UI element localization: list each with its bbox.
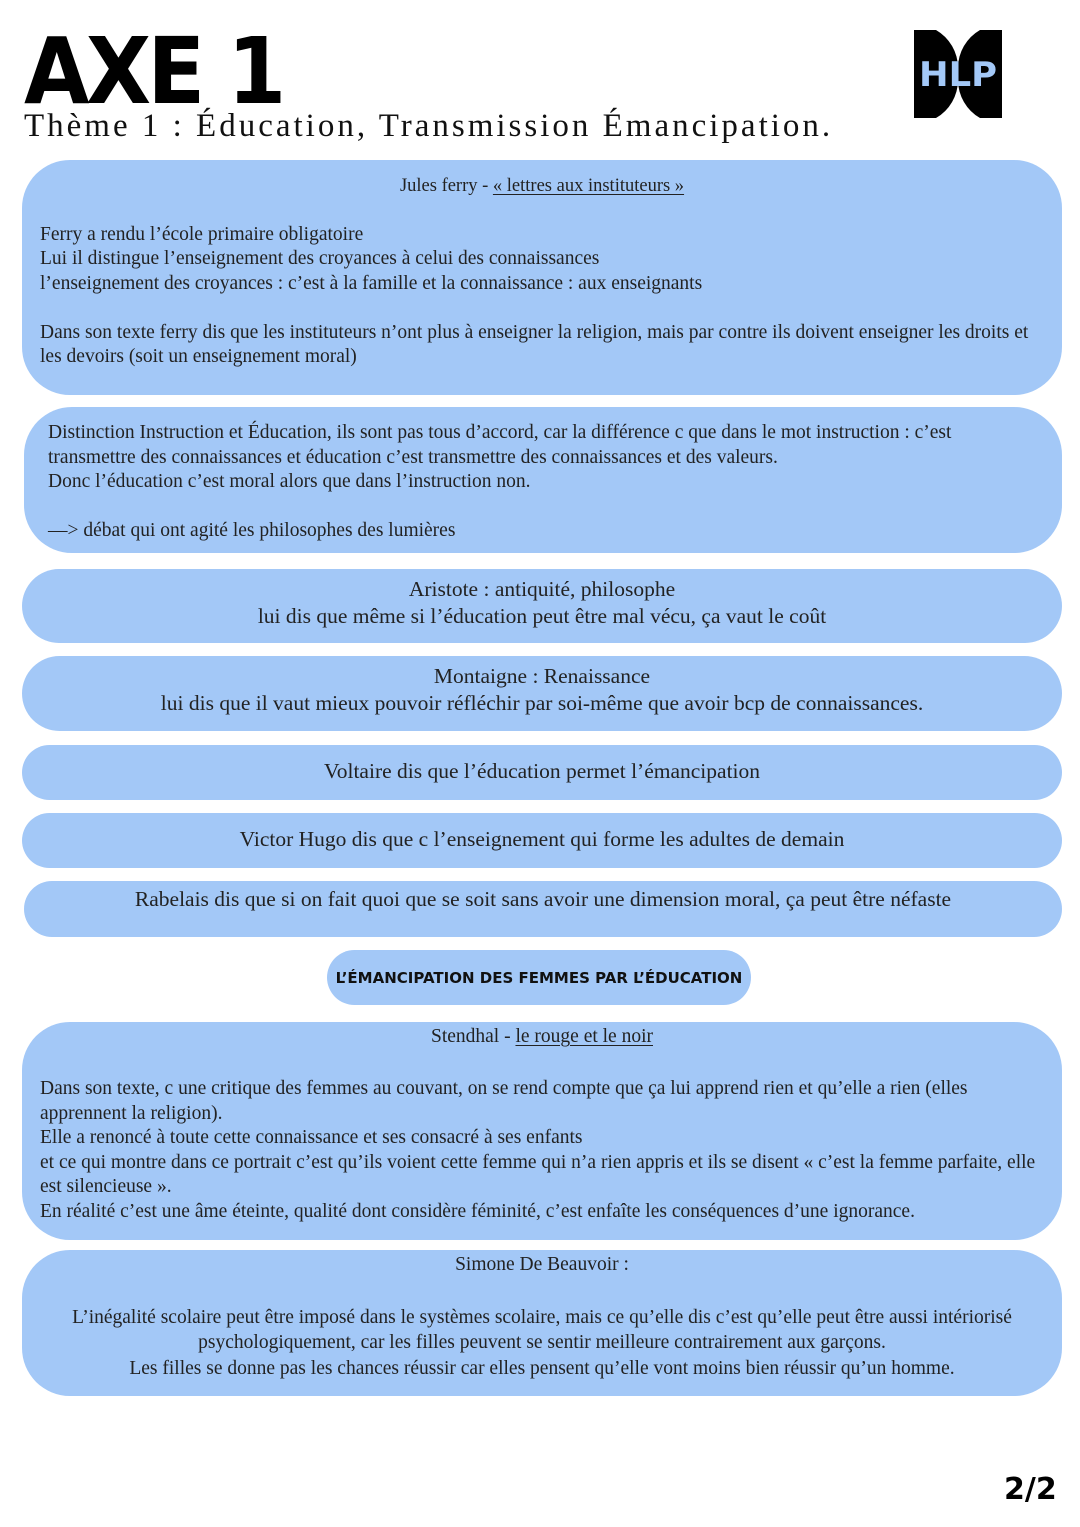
text-line: l’enseignement des croyances : c’est à la famille et la connaissance : aux enseignants <box>40 272 703 294</box>
jules-ferry-box <box>22 160 1062 395</box>
hlp-logo-icon <box>914 30 1002 118</box>
text-paragraph: et ce qui montre dans ce portrait c’est qu’ils voient cette femme qui n’a rien appris et ils se disent « c’est la femme parfaite, elle est silencieuse ». <box>40 1151 1036 1197</box>
text-line: En réalité c’est une âme éteinte, qualité dont considère féminité, c’est enfaîte les conséquences d’une ignorance. <box>40 1200 915 1222</box>
text-line: lui dis que même si l’éducation peut être mal vécu, ça vaut le coût <box>257 604 827 628</box>
text-paragraph: Distinction Instruction et Éducation, ils sont pas tous d’accord, car la différence c que dans le mot instruction : c’est transmettre des connaissances et éducation c’est transmettre des connaissances et des valeurs. <box>48 422 952 468</box>
block-heading <box>40 1025 1044 1049</box>
page-title: AXE 1 <box>24 18 283 125</box>
text-paragraph: L’inégalité scolaire peut être imposé dans le systèmes scolaire, mais ce qu’elle dis c’est qu’elle peut être aussi intériorisé psychologiquement, car les filles peuvent se sentir meilleure contrairement aux garçons. <box>72 1306 1012 1353</box>
block-heading <box>40 174 1044 198</box>
work-title: le rouge et le noir <box>515 1026 653 1047</box>
text-paragraph: Dans son texte, c une critique des femmes au couvant, on se rend compte que ça lui apprend rien et qu’elle a rien (elles apprennent la religion). <box>40 1078 968 1124</box>
beauvoir-box <box>22 1250 1062 1396</box>
section-heading: L’ÉMANCIPATION DES FEMMES PAR L’ÉDUCATION <box>327 950 751 1005</box>
text-line: Donc l’éducation c’est moral alors que dans l’instruction non. <box>48 471 531 492</box>
voltaire-box <box>22 745 1062 800</box>
text-line: Victor Hugo dis que c l’enseignement qui forme les adultes de demain <box>239 827 845 851</box>
page-subtitle: Thème 1 : Éducation, Transmission Émancipation. <box>24 108 834 144</box>
rabelais-box <box>24 881 1062 937</box>
stendhal-box <box>22 1022 1062 1240</box>
text-line: Montaigne : Renaissance <box>433 664 651 688</box>
work-title: « lettres aux instituteurs » <box>492 176 685 196</box>
text-line: Rabelais dis que si on fait quoi que se soit sans avoir une dimension moral, ça peut être néfaste <box>134 887 952 911</box>
text-line: Voltaire dis que l’éducation permet l’émancipation <box>323 759 761 783</box>
aristote-box <box>22 569 1062 643</box>
victor-hugo-box <box>22 813 1062 868</box>
text-paragraph: Dans son texte ferry dis que les instituteurs n’ont plus à enseigner la religion, mais par contre ils doivent enseigner les droits et les devoirs (soit un enseignement moral) <box>40 321 1029 367</box>
block-heading: Simone De Beauvoir : <box>455 1254 629 1275</box>
text-line: Les filles se donne pas les chances réussir car elles pensent qu’elle vont moins bien réussir qu’un homme. <box>129 1357 955 1379</box>
author: Jules ferry - <box>399 176 493 196</box>
text-line: Lui il distingue l’enseignement des croyances à celui des connaissances <box>40 248 600 269</box>
text-line: —> débat qui ont agité les philosophes des lumières <box>48 520 456 541</box>
text-line: Elle a renoncé à toute cette connaissance et ses consacré à ses enfants <box>40 1127 583 1148</box>
instruction-education-box <box>24 407 1062 553</box>
text-line: Aristote : antiquité, philosophe <box>408 577 676 601</box>
montaigne-box <box>22 656 1062 731</box>
author: Stendhal - <box>430 1026 516 1047</box>
text-line: Ferry a rendu l’école primaire obligatoire <box>40 223 364 245</box>
text-line: lui dis que il vaut mieux pouvoir réfléchir par soi-même que avoir bcp de connaissances. <box>160 691 924 715</box>
page-number: 2/2 <box>1004 1472 1057 1507</box>
svg-text:HLP: HLP <box>919 55 997 95</box>
